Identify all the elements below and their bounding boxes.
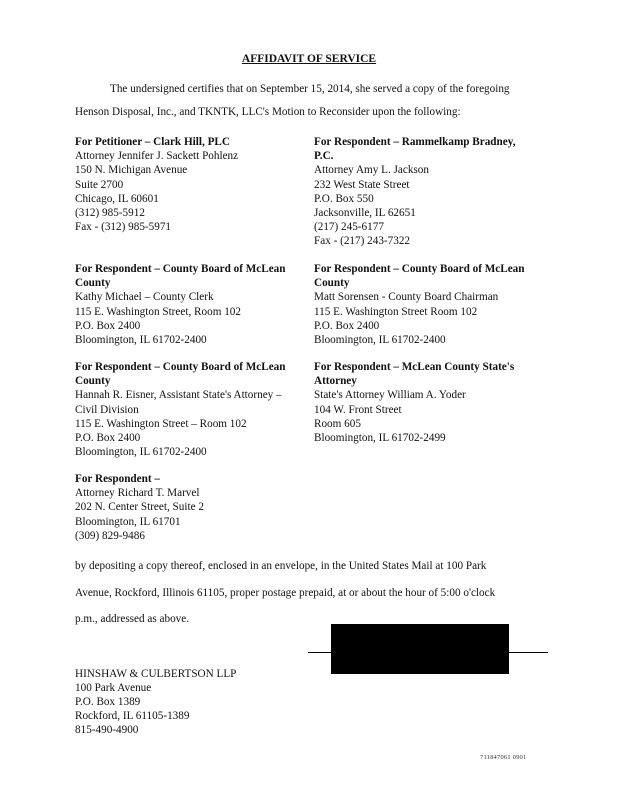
document-id: 711847061 0901 xyxy=(480,754,527,761)
service-line: State's Attorney William A. Yoder xyxy=(314,389,466,402)
service-line: Chicago, IL 60601 xyxy=(75,192,159,205)
service-heading: For Respondent – xyxy=(75,473,160,485)
service-line: Hannah R. Eisner, Assistant State's Attorney – xyxy=(75,389,282,402)
closing-line-3: p.m., addressed as above. xyxy=(75,613,190,625)
service-line: Fax - (217) 243-7322 xyxy=(314,235,411,248)
service-block-county-clerk xyxy=(75,262,286,347)
service-heading: For Respondent – Rammelkamp Bradney, xyxy=(314,136,516,148)
service-line: Bloomington, IL 61702-2400 xyxy=(75,446,207,459)
service-line: (309) 829-9486 xyxy=(75,529,145,542)
service-heading-cont: County xyxy=(75,375,111,388)
service-heading-cont: Attorney xyxy=(314,375,357,388)
service-line: Fax - (312) 985-5971 xyxy=(75,221,172,234)
service-line: 202 N. Center Street, Suite 2 xyxy=(75,501,204,514)
service-line: Attorney Richard T. Marvel xyxy=(75,487,200,500)
firm-line: Rockford, IL 61105-1389 xyxy=(75,710,190,722)
firm-line: 815-490-4900 xyxy=(75,724,139,736)
service-line: P.O. Box 2400 xyxy=(75,432,141,445)
service-line: Kathy Michael – County Clerk xyxy=(75,291,214,304)
service-heading: For Respondent – McLean County State's xyxy=(314,361,515,373)
service-line: Matt Sorensen - County Board Chairman xyxy=(314,291,499,304)
service-heading: For Respondent – County Board of McLean xyxy=(314,263,525,275)
service-line: 115 E. Washington Street Room 102 xyxy=(314,305,478,318)
firm-line: 100 Park Avenue xyxy=(75,682,152,694)
service-line: Bloomington, IL 61702-2400 xyxy=(75,334,207,347)
service-line: 232 West State Street xyxy=(314,178,410,191)
service-block-assistant-states-attorney xyxy=(75,360,286,459)
service-heading-cont: P.C. xyxy=(314,150,334,163)
service-line: Attorney Jennifer J. Sackett Pohlenz xyxy=(75,150,239,163)
service-line: P.O. Box 550 xyxy=(314,192,374,205)
closing-line-2: Avenue, Rockford, Illinois 61105, proper postage prepaid, at or about the hour of 5:00 o'clock xyxy=(75,587,496,599)
firm-line: P.O. Box 1389 xyxy=(75,696,141,708)
service-line: 150 N. Michigan Avenue xyxy=(75,164,188,177)
service-line: Suite 2700 xyxy=(75,178,124,191)
service-line: 104 W. Front Street xyxy=(314,403,402,416)
service-line: (312) 985-5912 xyxy=(75,207,145,220)
service-heading: For Respondent – County Board of McLean xyxy=(75,263,286,275)
service-block-rammelkamp-bradney xyxy=(314,135,516,249)
closing-line-1: by depositing a copy thereof, enclosed in an envelope, in the United States Mail at 100 Park xyxy=(75,560,487,572)
service-block-county-board-chairman xyxy=(314,262,525,347)
intro-line-2: Henson Disposal, Inc., and TKNTK, LLC's Motion to Reconsider upon the following: xyxy=(75,106,461,118)
service-heading-cont: County xyxy=(314,277,350,290)
service-heading: For Petitioner – Clark Hill, PLC xyxy=(75,136,230,148)
service-line: Bloomington, IL 61702-2499 xyxy=(314,432,446,445)
service-line: Bloomington, IL 61701 xyxy=(75,515,181,528)
service-line: P.O. Box 2400 xyxy=(314,319,380,332)
service-line: P.O. Box 2400 xyxy=(75,319,141,332)
intro-line-1: The undersigned certifies that on September 15, 2014, she served a copy of the foregoing xyxy=(110,83,510,95)
service-line: 115 E. Washington Street – Room 102 xyxy=(75,417,247,430)
firm-block xyxy=(75,667,236,737)
service-line: Civil Division xyxy=(75,403,139,416)
service-line: Jacksonville, IL 62651 xyxy=(314,207,416,220)
redacted-signature xyxy=(331,624,509,674)
service-line: (217) 245-6177 xyxy=(314,221,384,234)
service-line: Room 605 xyxy=(314,417,361,430)
service-heading-cont: County xyxy=(75,277,111,290)
document-title: AFFIDAVIT OF SERVICE xyxy=(241,53,377,65)
service-block-petitioner-clark-hill xyxy=(75,135,238,234)
service-line: Bloomington, IL 61702-2400 xyxy=(314,334,446,347)
firm-name: HINSHAW & CULBERTSON LLP xyxy=(75,668,237,680)
service-block-states-attorney xyxy=(314,360,514,445)
service-line: 115 E. Washington Street, Room 102 xyxy=(75,305,241,318)
service-block-richard-marvel xyxy=(75,472,204,543)
service-heading: For Respondent – County Board of McLean xyxy=(75,361,286,373)
service-line: Attorney Amy L. Jackson xyxy=(314,164,429,177)
